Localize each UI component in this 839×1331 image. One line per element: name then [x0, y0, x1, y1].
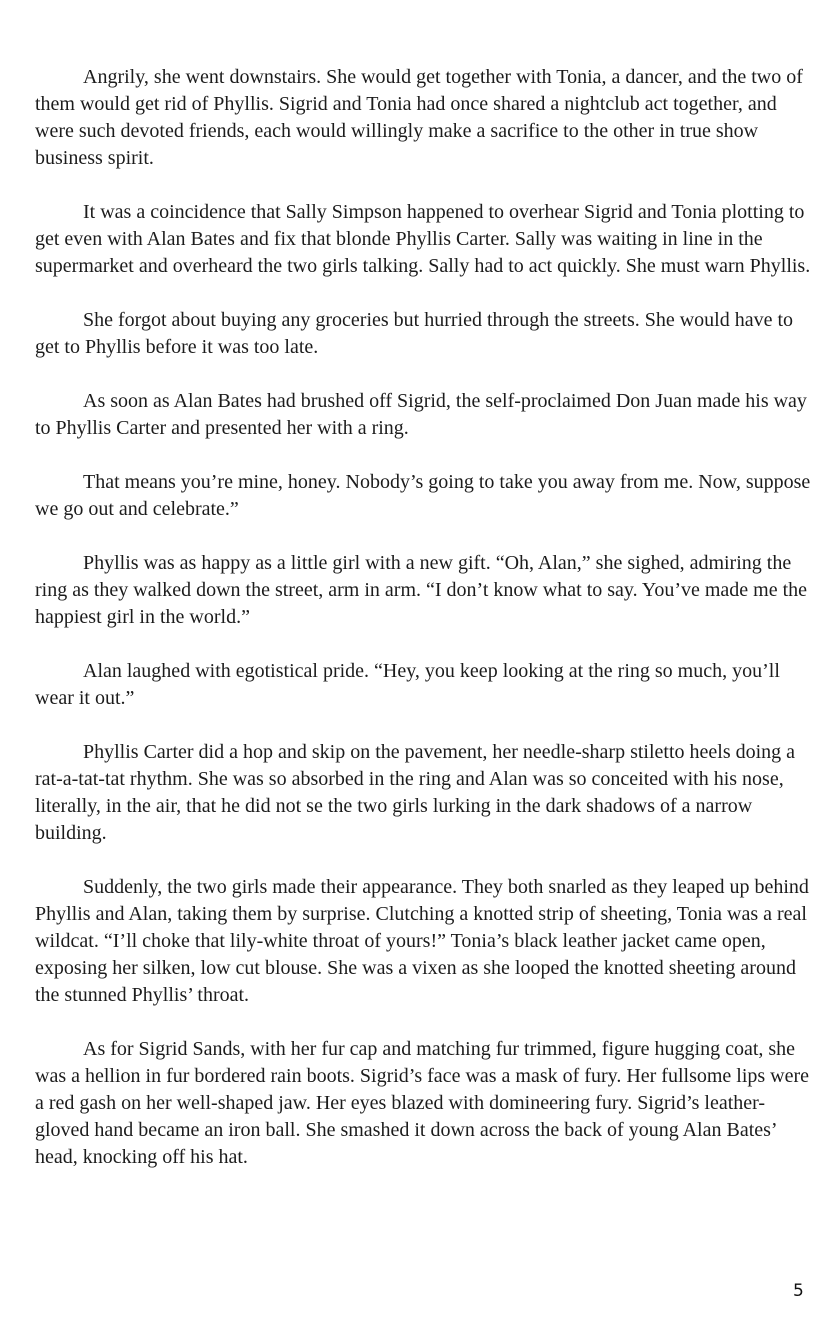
- paragraph-6: Phyllis was as happy as a little girl with a new gift. “Oh, Alan,” she sighed, admiring the ring as they walked down the street, arm in arm. “I don’t know what to say. You’ve made me the happiest girl in the world.”: [35, 552, 808, 628]
- paragraph-10: As for Sigrid Sands, with her fur cap and matching fur trimmed, figure hugging coat, she was a hellion in fur bordered rain boots. Sigrid’s face was a mask of fury. Her fullsome lips were a red gash on her well-shaped jaw. Her eyes blazed with domineering fury. Sigrid’s leather-gloved hand became an iron ball. She smashed it down across the back of young Alan Bates’ head, knocking off his hat.: [35, 1038, 810, 1168]
- paragraph-3: She forgot about buying any groceries but hurried through the streets. She would have to get to Phyllis before it was too late.: [35, 309, 794, 358]
- paragraph-1: Angrily, she went downstairs. She would get together with Tonia, a dancer, and the two of them would get rid of Phyllis. Sigrid and Tonia had once shared a nightclub act together, and were such devoted friends, each would willingly make a sacrifice to the other in true show business spirit.: [35, 66, 803, 169]
- paragraph-8: Phyllis Carter did a hop and skip on the pavement, her needle-sharp stiletto heels doing a rat-a-tat-tat rhythm. She was so absorbed in the ring and Alan was so conceited with his nose, literally, in the air, that he did not se the two girls lurking in the dark shadows of a narrow building.: [35, 741, 796, 844]
- paragraph-7: Alan laughed with egotistical pride. “Hey, you keep looking at the ring so much, you’ll wear it out.”: [35, 660, 780, 709]
- page-body: [35, 64, 819, 1198]
- paragraph-2: It was a coincidence that Sally Simpson happened to overhear Sigrid and Tonia plotting to get even with Alan Bates and fix that blonde Phyllis Carter. Sally was waiting in line in the supermarket and overheard the two girls talking. Sally had to act quickly. She must warn Phyllis.: [35, 201, 811, 277]
- page-number: 5: [793, 1281, 804, 1301]
- paragraph-9: Suddenly, the two girls made their appearance. They both snarled as they leaped up behind Phyllis and Alan, taking them by surprise. Clutching a knotted strip of sheeting, Tonia was a real wildcat. “I’ll choke that lily-white throat of yours!” Tonia’s black leather jacket came open, exposing her silken, low cut blouse. She was a vixen as she looped the knotted sheeting around the stunned Phyllis’ throat.: [35, 876, 809, 1006]
- paragraph-4: As soon as Alan Bates had brushed off Sigrid, the self-proclaimed Don Juan made his way to Phyllis Carter and presented her with a ring.: [35, 390, 807, 439]
- paragraph-5: That means you’re mine, honey. Nobody’s going to take you away from me. Now, suppose we go out and celebrate.”: [35, 471, 811, 520]
